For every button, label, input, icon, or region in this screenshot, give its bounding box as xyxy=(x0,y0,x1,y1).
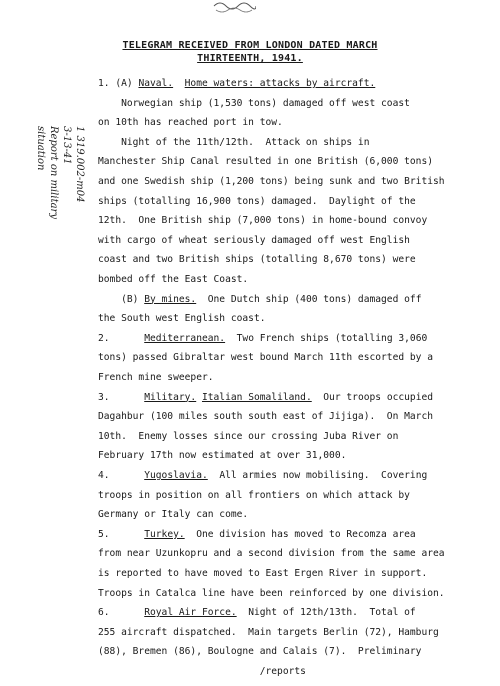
text-segment: is reported to have moved to East Ergen River in support. xyxy=(98,568,428,579)
text-segment: One division has moved to Recomza area xyxy=(184,528,416,540)
text-segment: Troops in Catalca line have been reinforced by one division. xyxy=(98,587,445,599)
telegram-text-line xyxy=(98,254,488,266)
telegram-text-line xyxy=(98,490,488,502)
text-segment: on 10th has reached port in tow. xyxy=(98,117,283,129)
section-heading: Military. xyxy=(144,391,197,403)
text-segment: 2. xyxy=(98,332,145,344)
text-segment: Night of 12th/13th. Total of xyxy=(236,607,416,619)
telegram-text-line xyxy=(98,274,488,286)
text-segment: troops in position on all frontiers on which attack by xyxy=(98,489,410,501)
telegram-text-line xyxy=(98,548,488,560)
section-heading: Home waters: attacks by aircraft. xyxy=(184,78,376,89)
section-heading: Royal Air Force. xyxy=(144,607,237,619)
text-segment xyxy=(173,78,185,89)
telegram-text-line xyxy=(98,646,488,658)
telegram-text-line xyxy=(98,333,488,345)
text-segment: (B) xyxy=(98,293,145,305)
telegram-text-line xyxy=(98,627,488,639)
text-segment: with cargo of wheat seriously damaged off west English xyxy=(98,234,410,246)
telegram-text-line xyxy=(98,666,488,678)
telegram-text-line xyxy=(98,607,488,619)
telegram-text-line xyxy=(98,470,488,482)
text-segment: coast and two British ships (totalling 8,670 tons) were xyxy=(98,254,416,266)
telegram-text-line xyxy=(98,156,488,168)
text-segment: 5. xyxy=(98,528,145,540)
text-segment: All armies now mobilising. Covering xyxy=(207,470,428,481)
telegram-text-line xyxy=(98,117,488,129)
telegram-text-line xyxy=(98,431,488,443)
telegram-text-line xyxy=(98,392,488,404)
text-segment: February 17th now estimated at over 31,000. xyxy=(98,450,347,462)
telegram-text-line xyxy=(98,313,488,325)
text-segment: ships (totalling 16,900 tons) damaged. Daylight of the xyxy=(98,195,416,207)
text-segment: Night of the 11th/12th. Attack on ships in xyxy=(98,136,370,148)
telegram-text-line xyxy=(98,176,488,188)
text-segment: 3. xyxy=(98,391,145,403)
telegram-text-line xyxy=(98,450,488,462)
text-segment: Norwegian ship (1,530 tons) damaged off west coast xyxy=(98,97,410,109)
telegram-text-line xyxy=(98,196,488,208)
telegram-title-line-2: THIRTEENTH, 1941. xyxy=(197,53,303,64)
text-segment: 1. (A) xyxy=(98,78,139,89)
text-segment: Germany or Italy can come. xyxy=(98,509,249,521)
telegram-text-line xyxy=(98,509,488,521)
section-heading: By mines. xyxy=(144,293,197,305)
telegram-text-line xyxy=(98,352,488,364)
text-segment: 255 aircraft dispatched. Main targets Berlin (72), Hamburg xyxy=(98,626,439,638)
telegram-text-line xyxy=(98,98,488,110)
telegram-text-line xyxy=(98,568,488,580)
telegram-text-line xyxy=(98,235,488,247)
text-segment: the South west English coast. xyxy=(98,313,266,325)
telegram-text-line xyxy=(98,78,488,90)
text-segment: (88), Bremen (86), Boulogne and Calais (7). Preliminary xyxy=(98,646,422,658)
telegram-text-line xyxy=(98,294,488,306)
section-heading: Mediterranean. xyxy=(144,332,226,344)
text-segment: bombed off the East Coast. xyxy=(98,274,249,285)
telegram-text-line xyxy=(98,529,488,541)
section-heading: Naval. xyxy=(138,78,174,89)
margin-note-line: situation xyxy=(35,126,46,171)
text-segment: Two French ships (totalling 3,060 xyxy=(225,332,428,344)
margin-note-line: 3-13-41 xyxy=(61,126,72,165)
handwritten-margin-note xyxy=(34,126,86,276)
text-segment: 4. xyxy=(98,470,145,481)
text-segment: 10th. Enemy losses since our crossing Juba River on xyxy=(98,430,399,442)
telegram-text-line xyxy=(98,411,488,423)
telegram-text-line xyxy=(98,372,488,384)
telegram-text-line xyxy=(98,215,488,227)
section-heading: Turkey. xyxy=(144,528,185,540)
margin-note-line: 1 319.002-m04 xyxy=(74,126,85,203)
telegram-title-line-1: TELEGRAM RECEIVED FROM LONDON DATED MARCH xyxy=(122,40,378,51)
text-segment: One Dutch ship (400 tons) damaged off xyxy=(196,293,422,305)
margin-note-line: Report on military xyxy=(48,126,59,219)
section-heading: Italian Somaliland. xyxy=(201,391,312,403)
section-heading: Yugoslavia. xyxy=(144,470,208,481)
text-segment: 12th. One British ship (7,000 tons) in home-bound convoy xyxy=(98,215,428,227)
text-segment: 6. xyxy=(98,607,145,619)
text-segment: from near Uzunkopru and a second division from the same area xyxy=(98,548,445,560)
text-segment: Dagahbur (100 miles south south east of Jijiga). On March xyxy=(98,411,434,423)
text-segment: Manchester Ship Canal resulted in one British (6,000 tons) xyxy=(98,156,434,168)
text-segment: tons) passed Gibraltar west bound March 11th escorted by a xyxy=(98,352,434,364)
header-ornament-icon xyxy=(212,0,256,16)
telegram-text-line xyxy=(98,588,488,600)
text-segment: /reports xyxy=(98,666,306,677)
text-segment: Our troops occupied xyxy=(311,391,434,403)
text-segment: French mine sweeper. xyxy=(98,372,214,383)
telegram-text-line xyxy=(98,137,488,149)
text-segment: and one Swedish ship (1,200 tons) being sunk and two British xyxy=(98,176,445,187)
